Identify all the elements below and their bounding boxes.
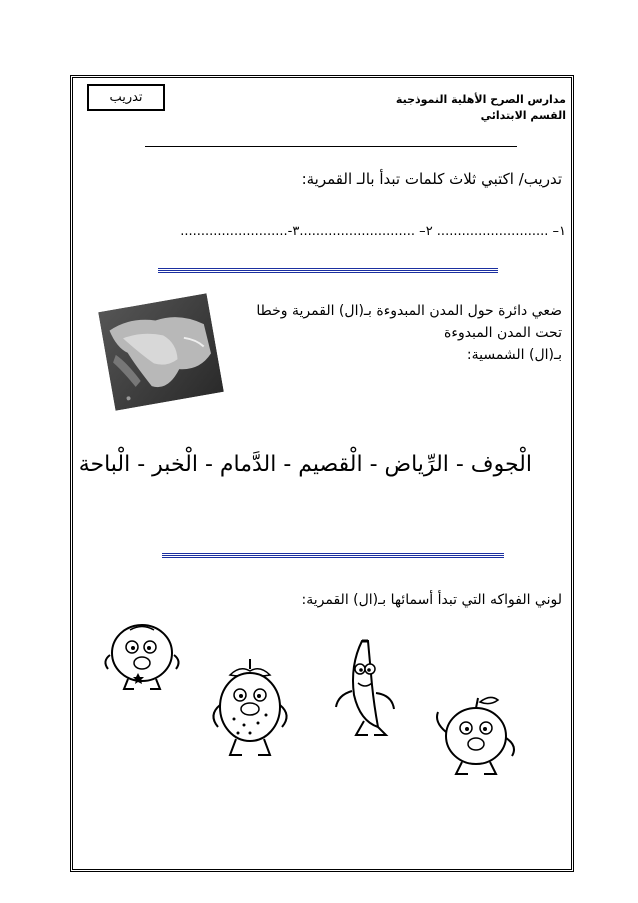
section-divider-2 [162,553,504,558]
apple-character-icon [428,688,523,778]
orange-character-icon [100,615,185,695]
exercise2-instruction [256,300,562,366]
exercise-badge: تدريب [87,84,165,111]
school-section: القسم الابتدائي [480,109,566,122]
header-divider [145,146,517,147]
exercise2-line2: تحت المدن المبدوءة [444,325,562,341]
section-divider-1 [158,268,498,273]
school-header [396,92,566,124]
strawberry-character-icon [200,655,300,765]
exercise1-blanks: ١– ........................... ٢– ............................٣-.......................... [180,224,566,239]
banana-character-icon [320,635,410,740]
exercise2-line1: ضعي دائرة حول المدن المبدوءة بـ(ال) القمرية وخطا [256,303,562,319]
map-photo-icon [98,293,224,411]
exercise2-line3: بـ(ال) الشمسية: [466,347,562,363]
exercise1-instruction: تدريب/ اكتبي ثلاث كلمات تبدأ بالـ القمرية: [301,170,562,188]
school-name: مدارس الصرح الأهلية النموذجية [395,93,566,106]
exercise3-instruction: لوني الفواكه التي تبدأ أسمائها بـ(ال) القمرية: [301,592,562,608]
cities-list: الْجوف - الرِّياض - الْقصيم - الدَّمام - الْخبر - الْباحة [78,452,532,477]
